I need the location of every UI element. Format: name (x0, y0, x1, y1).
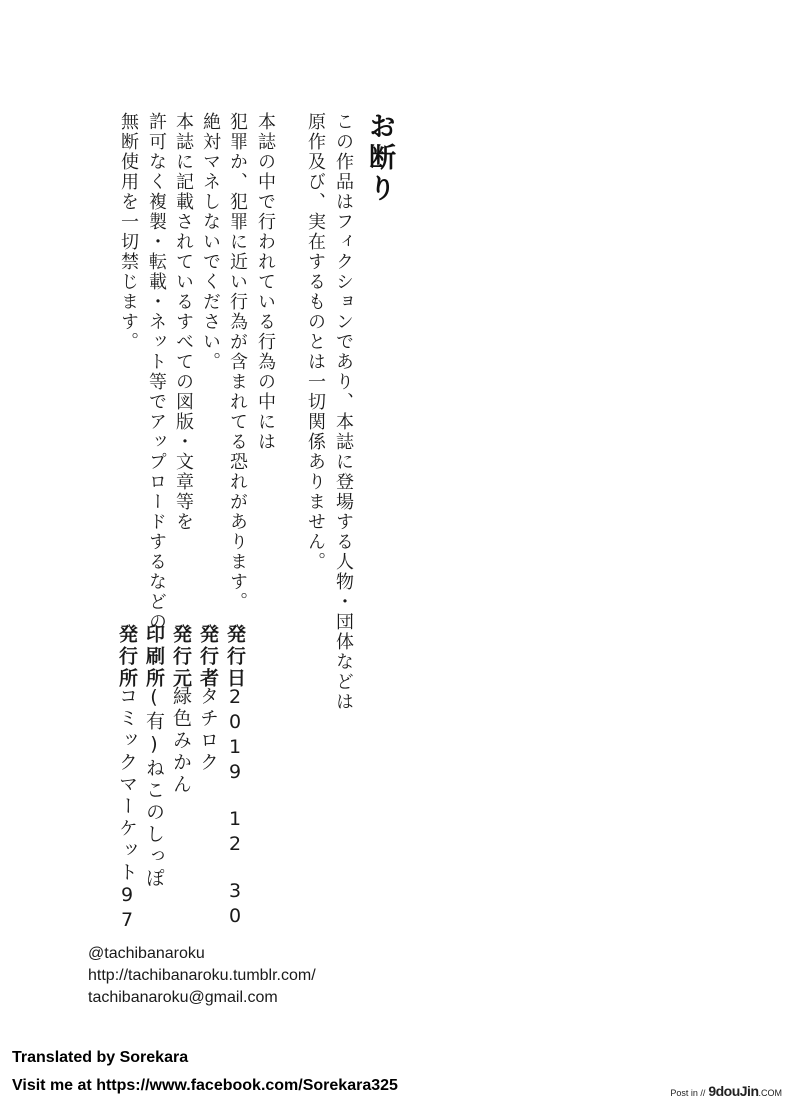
colophon-label: 発行所 (116, 624, 138, 690)
facebook-link[interactable]: Visit me at https://www.facebook.com/Sorekara325 (12, 1077, 398, 1094)
colophon-value: タチロク (197, 686, 219, 774)
notice-line: この作品はフィクションであり、本誌に登場する人物・団体などは (333, 112, 354, 712)
colophon-value: コミックマーケット97 (116, 686, 138, 934)
contact-block (88, 943, 316, 1009)
watermark-prefix: Post in // (670, 1088, 706, 1098)
colophon-value: 緑色みかん (170, 686, 192, 796)
notice-line: 絶対マネしないでください。 (200, 112, 221, 372)
watermark-tld: .COM (758, 1088, 782, 1098)
translator-credit: Translated by Sorekara (12, 1049, 189, 1066)
colophon-label: 印刷所 (143, 624, 165, 690)
notice-line: 本誌に記載されているすべての図版・文章等を (173, 112, 194, 532)
watermark-brand: 9douJin (708, 1083, 759, 1099)
colophon-label: 発行元 (170, 624, 192, 690)
notice-line: 無断使用を一切禁じます。 (118, 112, 139, 352)
notice-title: お断り (364, 112, 395, 205)
site-watermark (670, 1083, 782, 1101)
notice-line: 本誌の中で行われている行為の中には (255, 112, 276, 452)
website-link[interactable]: http://tachibanaroku.tumblr.com/ (88, 967, 316, 984)
colophon-value: (有)ねこのしっぽ (143, 686, 165, 890)
colophon-label: 発行者 (197, 624, 219, 690)
colophon-value: 2019 12 30 (224, 686, 246, 930)
notice-line: 犯罪か、犯罪に近い行為が含まれてる恐れがあります。 (227, 112, 248, 612)
email-link[interactable]: tachibanaroku@gmail.com (88, 989, 278, 1006)
notice-line: 原作及び、実在するものとは一切関係ありません。 (305, 112, 326, 572)
twitter-handle[interactable]: @tachibanaroku (88, 945, 205, 962)
colophon-label: 発行日 (224, 624, 246, 690)
notice-line: 許可なく複製・転載・ネット等でアップロードするなどの (146, 112, 167, 632)
